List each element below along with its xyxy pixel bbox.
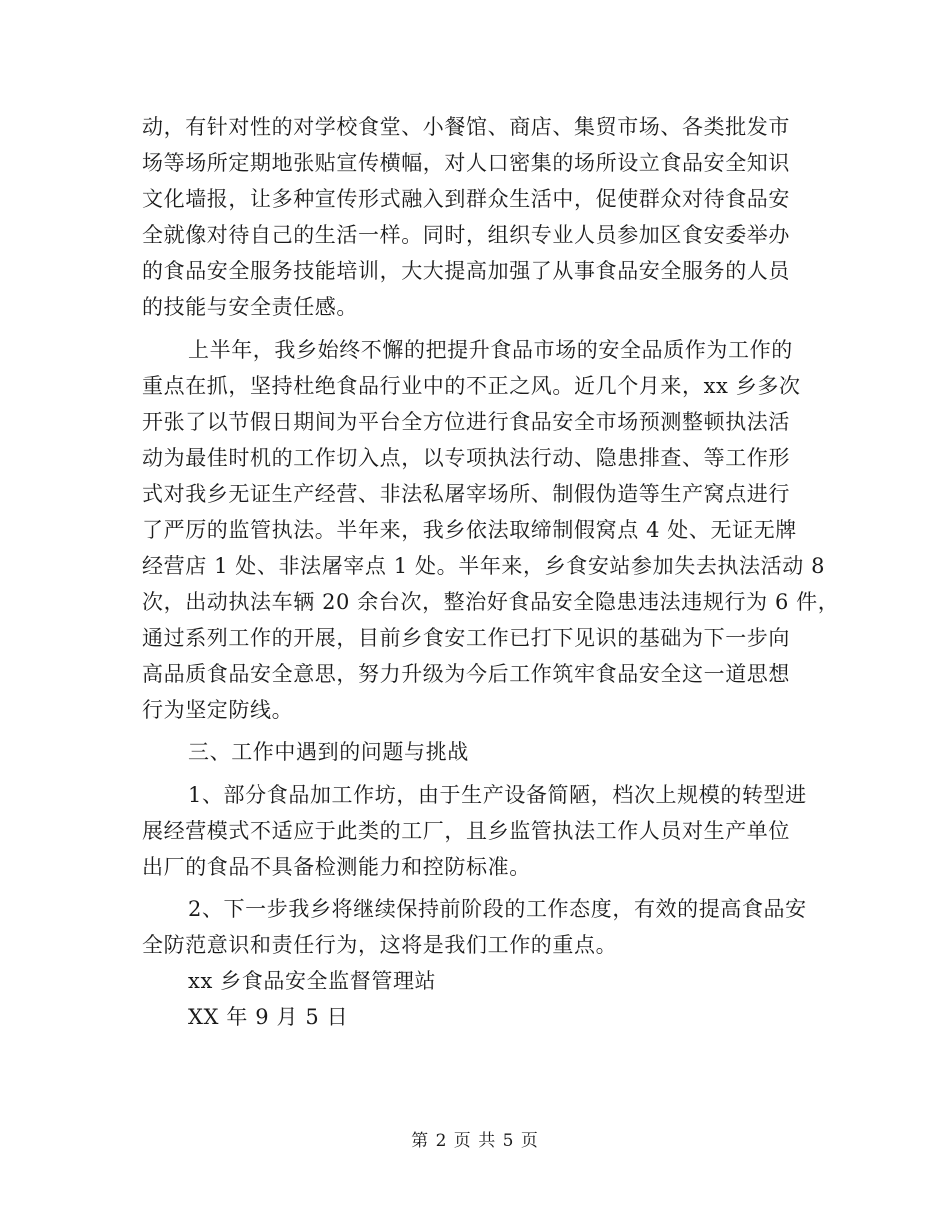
text-line: 式对我乡无证生产经营、非法私屠宰场所、制假伪造等生产窝点进行	[142, 482, 790, 506]
text-line: 行为坚定防线。	[142, 698, 294, 722]
signature-date: XX 年 9 月 5 日	[188, 1005, 349, 1029]
paragraph-first-line: 上半年，我乡始终不懈的把提升食品市场的安全品质作为工作的	[188, 338, 793, 362]
text-line: 全防范意识和责任行为，这将是我们工作的重点。	[142, 933, 618, 957]
text-line: 文化墙报，让多种宣传形式融入到群众生活中，促使群众对待食品安	[142, 187, 790, 211]
paragraph-first-line: 2、下一步我乡将继续保持前阶段的工作态度，有效的提高食品安	[188, 897, 807, 921]
signature-organization: xx 乡食品安全监督管理站	[188, 969, 437, 993]
text-line: 展经营模式不适应于此类的工厂，且乡监管执法工作人员对生产单位	[142, 819, 790, 843]
text-line: 开张了以节假日期间为平台全方位进行食品安全市场预测整顿执法活	[142, 410, 790, 434]
text-line: 动为最佳时机的工作切入点，以专项执法行动、隐患排查、等工作形	[142, 446, 790, 470]
paragraph-first-line: 1、部分食品加工作坊，由于生产设备简陋，档次上规模的转型进	[188, 783, 807, 807]
text-line: 经营店 1 处、非法屠宰点 1 处。半年来，乡食安站参加失去执法活动 8	[142, 554, 826, 578]
text-line: 动，有针对性的对学校食堂、小餐馆、商店、集贸市场、各类批发市	[142, 115, 790, 139]
text-line: 的技能与安全责任感。	[142, 295, 358, 319]
page-number-footer: 第 2 页 共 5 页	[411, 1131, 539, 1151]
section-heading: 三、工作中遇到的问题与挑战	[188, 740, 469, 764]
text-line: 全就像对待自己的生活一样。同时，组织专业人员参加区食安委举办	[142, 223, 790, 247]
text-line: 了严厉的监管执法。半年来，我乡依法取缔制假窝点 4 处、无证无牌	[142, 518, 797, 542]
text-line: 重点在抓，坚持杜绝食品行业中的不正之风。近几个月来，xx 乡多次	[142, 374, 801, 398]
text-line: 通过系列工作的开展，目前乡食安工作已打下见识的基础为下一步向	[142, 626, 790, 650]
text-line: 的食品安全服务技能培训，大大提高加强了从事食品安全服务的人员	[142, 259, 790, 283]
text-line: 次，出动执法车辆 20 余台次，整治好食品安全隐患违法违规行为 6 件，	[142, 590, 840, 614]
text-line: 高品质食品安全意思，努力升级为今后工作筑牢食品安全这一道思想	[142, 662, 790, 686]
text-line: 场等场所定期地张贴宣传横幅，对人口密集的场所设立食品安全知识	[142, 151, 790, 175]
text-line: 出厂的食品不具备检测能力和控防标准。	[142, 855, 531, 879]
